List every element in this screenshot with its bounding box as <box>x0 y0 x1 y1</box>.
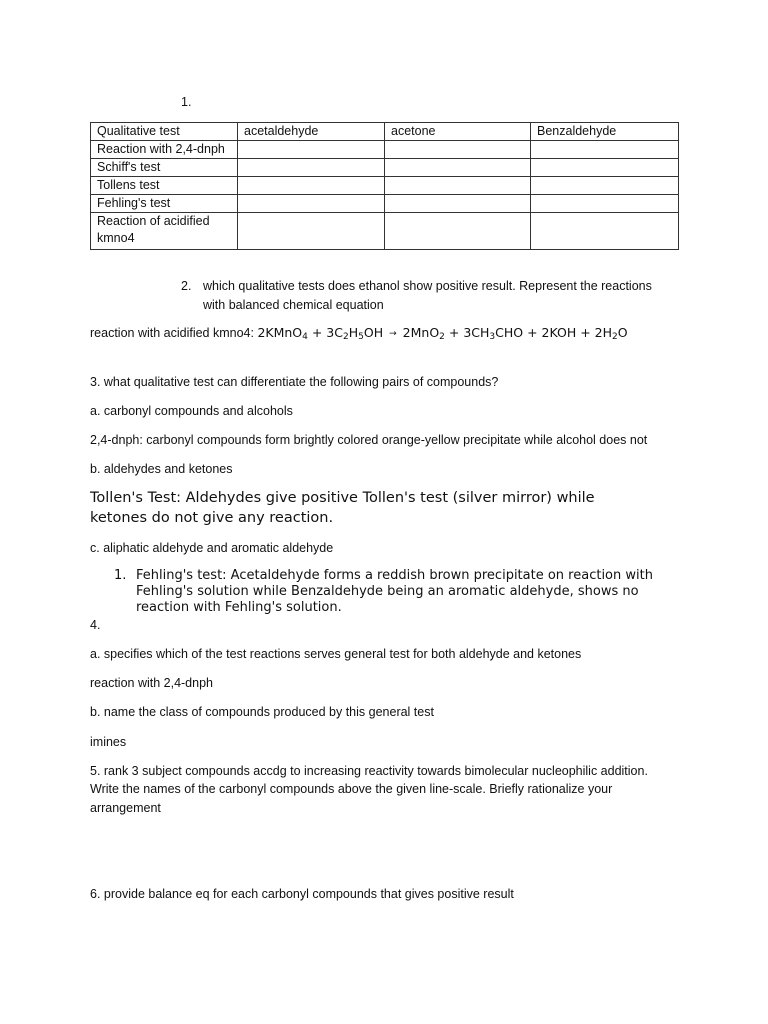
q3-c-answer-line1: Fehling's test: Acetaldehyde forms a reddish brown precipitate on reaction with <box>136 568 653 583</box>
q3-c-answer-line3: reaction with Fehling's solution. <box>136 600 342 615</box>
table-cell <box>238 177 385 195</box>
table-cell <box>531 195 679 213</box>
table-cell <box>531 141 679 159</box>
q4-b-answer: imines <box>90 735 127 749</box>
table-cell <box>238 213 385 250</box>
q6-text: 6. provide balance eq for each carbonyl compounds that gives positive result <box>90 887 514 901</box>
table-cell <box>531 213 679 250</box>
q5-line3: arrangement <box>90 801 161 815</box>
table-cell: Schiff's test <box>91 159 238 177</box>
q2-number: 2. <box>181 279 192 293</box>
equation: 2KMnO$_4$ + $3C_2H_5OH \to 2MnO_2 + 3CH_3CHO + 2KOH + 2H_2O$ <box>257 325 628 342</box>
table-header-cell: Qualitative test <box>91 123 238 141</box>
arrow-icon: → <box>389 329 397 339</box>
table-row <box>91 141 679 159</box>
table-cell <box>238 141 385 159</box>
q2-question-line2: with balanced chemical equation <box>203 298 384 312</box>
table-cell: Tollens test <box>91 177 238 195</box>
table-cell <box>238 159 385 177</box>
table-row <box>91 177 679 195</box>
q4-b: b. name the class of compounds produced by this general test <box>90 705 434 719</box>
q4-a-answer: reaction with 2,4-dnph <box>90 676 213 690</box>
q4-number: 4. <box>90 618 101 632</box>
table-cell <box>385 141 531 159</box>
q5-line2: Write the names of the carbonyl compounds above the given line-scale. Briefly rationalize your <box>90 782 613 796</box>
table-cell <box>385 177 531 195</box>
table-header-cell: Benzaldehyde <box>531 123 679 141</box>
table-cell <box>531 159 679 177</box>
q4-a: a. specifies which of the test reactions serves general test for both aldehyde and ketones <box>90 647 582 661</box>
q3-c-answer-line2: Fehling's solution while Benzaldehyde being an aromatic aldehyde, shows no <box>136 584 639 599</box>
q2-answer <box>90 324 628 343</box>
q3-question: 3. what qualitative test can differentiate the following pairs of compounds? <box>90 375 499 389</box>
table-header-cell: acetaldehyde <box>238 123 385 141</box>
q3-c-answer-number: 1. <box>114 568 127 583</box>
q3-a: a. carbonyl compounds and alcohols <box>90 404 293 418</box>
table-cell: Reaction of acidified kmno4 <box>91 213 238 250</box>
table-cell <box>385 213 531 250</box>
q2-answer-prefix: reaction with acidified kmno4: <box>90 326 258 340</box>
table-cell: Fehling's test <box>91 195 238 213</box>
table-header-row <box>91 123 679 141</box>
q5-line1: 5. rank 3 subject compounds accdg to increasing reactivity towards bimolecular nucleophilic addition. <box>90 764 648 778</box>
table-row <box>91 159 679 177</box>
qualitative-test-table <box>90 122 679 250</box>
table-cell: Reaction with 2,4-dnph <box>91 141 238 159</box>
table-cell <box>238 195 385 213</box>
q3-b-answer-line2: ketones do not give any reaction. <box>90 510 334 526</box>
q2-question-line1: which qualitative tests does ethanol show positive result. Represent the reactions <box>203 279 652 293</box>
q3-c: c. aliphatic aldehyde and aromatic aldehyde <box>90 541 334 555</box>
table-cell <box>385 159 531 177</box>
q3-a-answer: 2,4-dnph: carbonyl compounds form brightly colored orange-yellow precipitate while alcohol does not <box>90 433 648 447</box>
table-cell <box>531 177 679 195</box>
table-header-cell: acetone <box>385 123 531 141</box>
table-row <box>91 213 679 250</box>
table-cell <box>385 195 531 213</box>
q3-b-answer-line1: Tollen's Test: Aldehydes give positive Tollen's test (silver mirror) while <box>90 490 595 506</box>
q3-b: b. aldehydes and ketones <box>90 462 233 476</box>
table-row <box>91 195 679 213</box>
q1-number: 1. <box>181 95 192 109</box>
